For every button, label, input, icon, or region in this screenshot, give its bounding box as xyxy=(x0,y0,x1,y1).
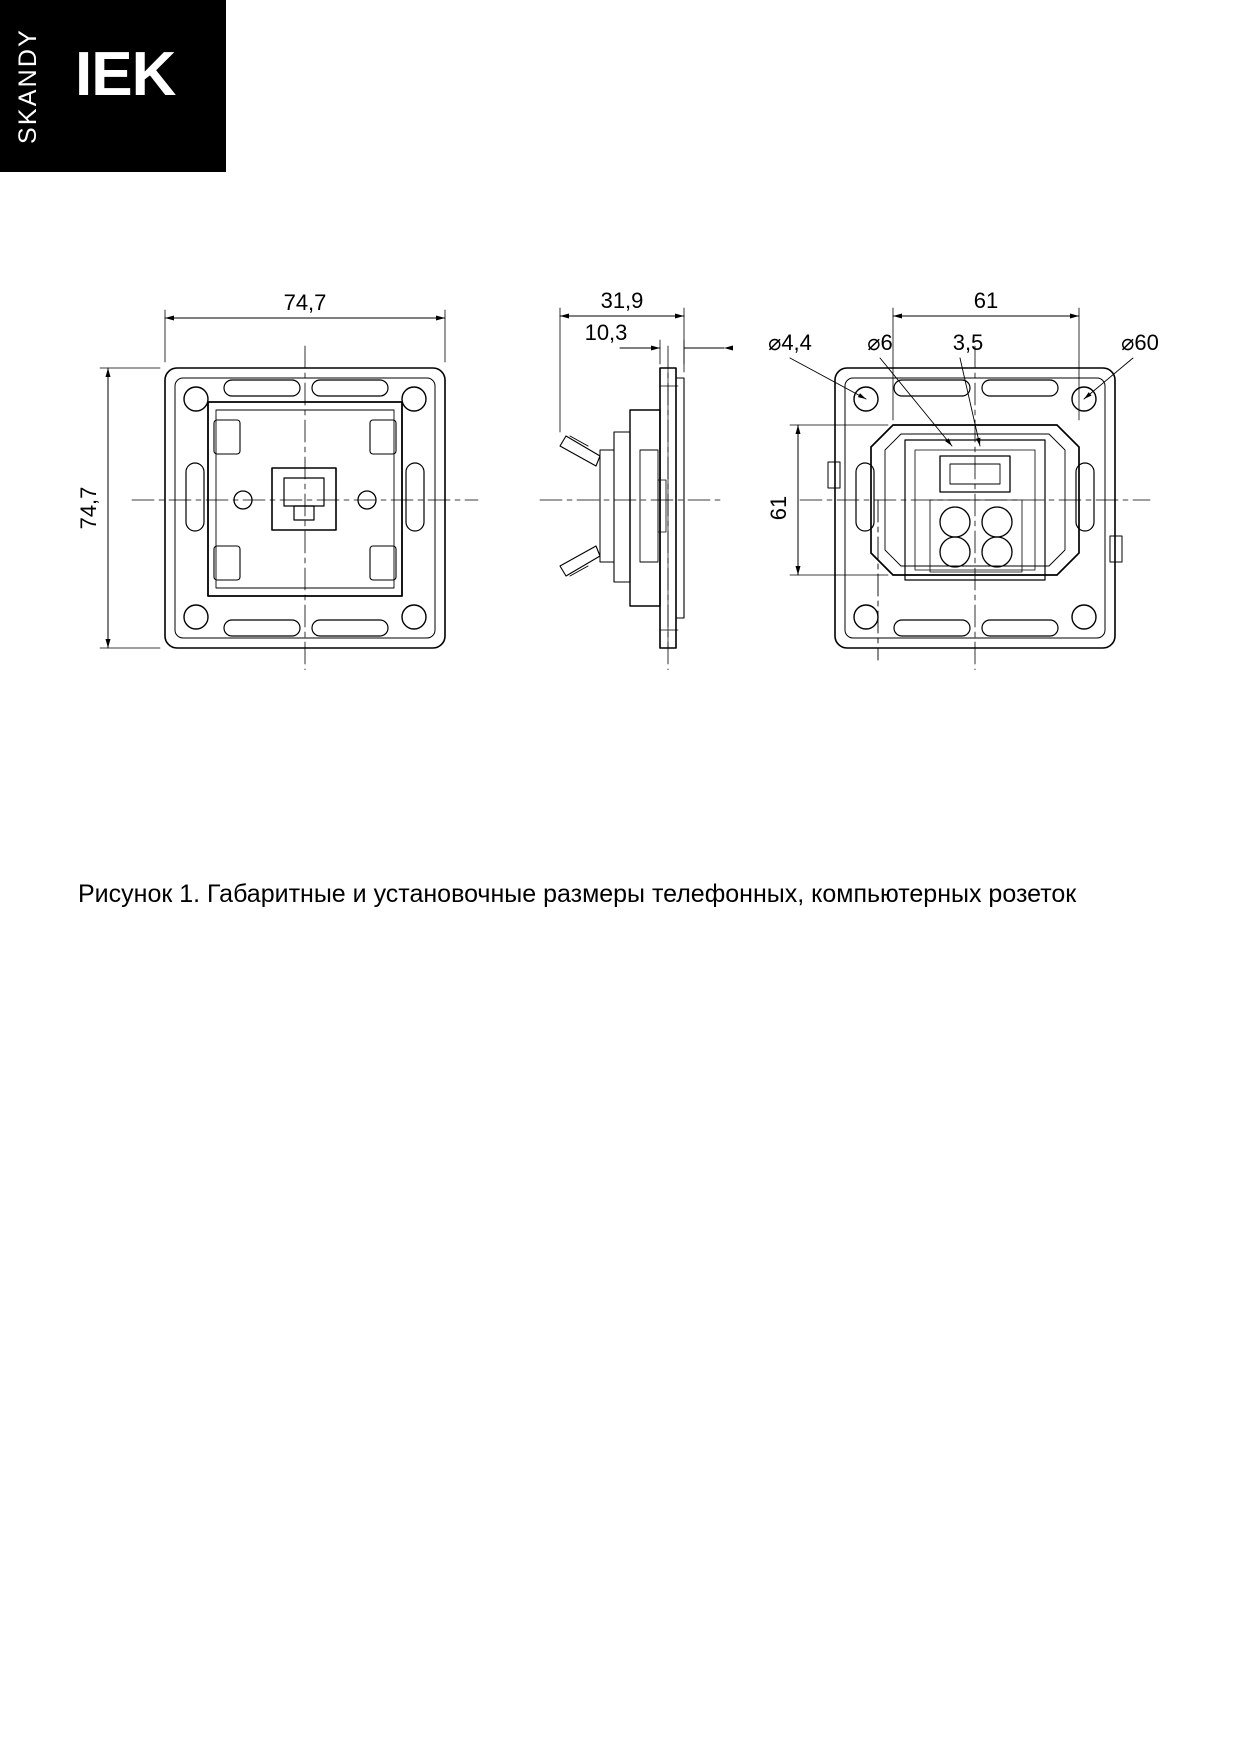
circle-text: ⌀60 xyxy=(1121,330,1159,355)
back-height-text: 61 xyxy=(766,495,791,521)
back-width-text: 61 xyxy=(973,288,999,313)
side-view-geometry xyxy=(540,346,720,670)
hole-med-text: ⌀6 xyxy=(867,330,893,355)
technical-drawing xyxy=(0,250,1239,670)
side-depth-text: 31,9 xyxy=(600,288,644,313)
front-height-text: 74,7 xyxy=(76,486,101,530)
back-width-dimension xyxy=(893,308,1079,420)
front-height-dimension xyxy=(100,368,160,648)
front-width-text: 74,7 xyxy=(283,290,327,315)
thickness-text: 3,5 xyxy=(952,330,984,355)
side-front-depth-dimension xyxy=(620,340,724,364)
front-view-geometry xyxy=(132,346,478,670)
figure-caption: Рисунок 1. Габаритные и установочные размеры телефонных, компьютерных розеток xyxy=(78,880,1077,908)
brand-series-label: SKANDY xyxy=(13,28,42,145)
brand-header xyxy=(0,0,226,172)
iek-logo: IEK xyxy=(75,40,176,109)
hole-small-text: ⌀4,4 xyxy=(768,330,812,355)
back-view-geometry xyxy=(800,346,1150,670)
side-front-depth-text: 10,3 xyxy=(584,320,628,345)
